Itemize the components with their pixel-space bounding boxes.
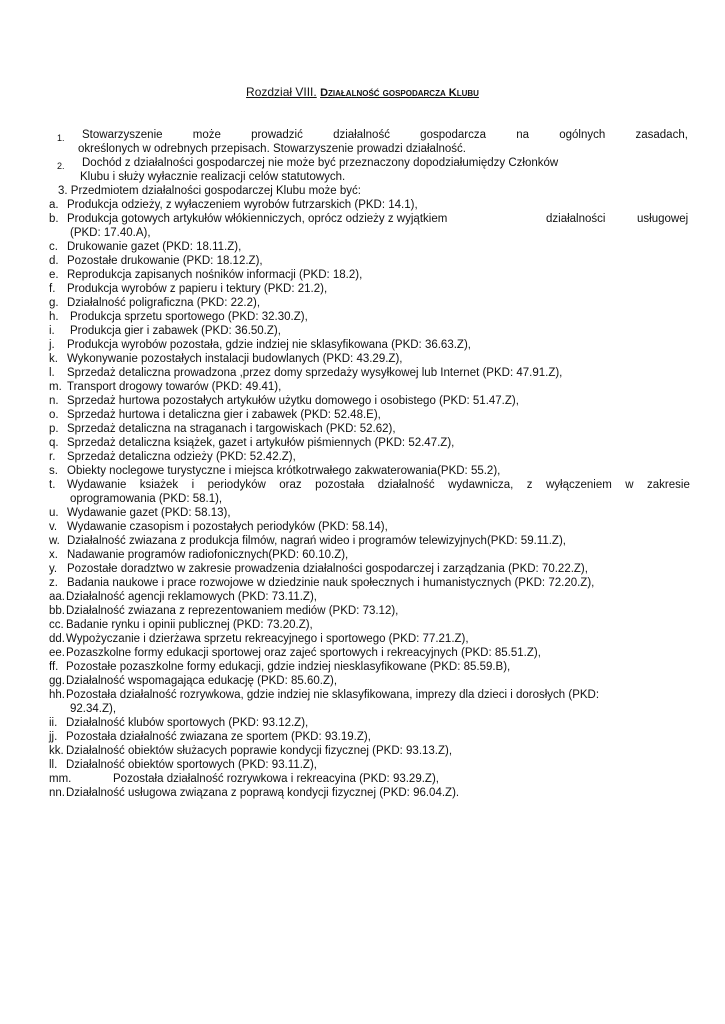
para3-intro: 3. Przedmiotem działalności gospodarczej Klubu może być: [58, 185, 361, 197]
list-item-word: z [526, 479, 533, 491]
list-item-text: Sprzedaż detaliczna na straganach i targowiskach (PKD: 52.62), [67, 423, 396, 435]
list-item-label: t. [49, 479, 56, 491]
list-item-tail: działalności [546, 213, 606, 225]
para1-word: gospodarcza [420, 129, 487, 141]
list-item-label: r. [49, 451, 56, 463]
list-item-label: i. [49, 325, 55, 337]
list-item-word: wydawnicza, [448, 479, 514, 491]
list-item-label: cc. [49, 619, 64, 631]
list-item-label: x. [49, 549, 58, 561]
list-item-text: Pozaszkolne formy edukacji sportowej oraz zajeć sportowych i rekreacyjnych (PKD: 85.51.Z), [66, 647, 541, 659]
para1-word: zasadach, [635, 129, 688, 141]
list-item-word: i [191, 479, 195, 491]
list-item-label: ff. [49, 661, 59, 673]
list-item-label: kk. [49, 745, 64, 757]
list-item-tail: usługowej [637, 213, 689, 225]
list-item-label: g. [49, 297, 59, 309]
list-item-word: oraz [279, 479, 302, 491]
list-item-label: ee. [49, 647, 65, 659]
list-item-text: Produkcja wyrobów pozostała, gdzie indziej nie sklasyfikowana (PKD: 36.63.Z), [67, 339, 471, 351]
para1-number: 1. [57, 133, 65, 143]
list-item-label: v. [49, 521, 58, 533]
list-item-continuation: oprogramowania (PKD: 58.1), [70, 493, 223, 505]
para1-word: działalność [333, 129, 390, 141]
list-item-label: hh. [49, 689, 65, 701]
list-item-text: Działalność klubów sportowych (PKD: 93.12.Z), [66, 717, 309, 729]
list-item-text: Drukowanie gazet (PKD: 18.11.Z), [67, 241, 242, 253]
list-item-label: p. [49, 423, 59, 435]
list-item-text: Obiekty noclegowe turystyczne i miejsca krótkotrwałego zakwaterowania(PKD: 55.2), [67, 465, 501, 477]
list-item-text: Produkcja gotowych artykułów włókienniczych, oprócz odzieży z wyjątkiem [67, 213, 448, 225]
list-item-label: y. [49, 563, 58, 575]
list-item-label: bb. [49, 605, 65, 617]
list-item-label: b. [49, 213, 59, 225]
list-item-text: Działalność usługowa związana z poprawą kondycji fizycznej (PKD: 96.04.Z). [66, 787, 460, 799]
list-item-label: z. [49, 577, 58, 589]
list-item-text: Produkcja sprzetu sportowego (PKD: 32.30.Z), [70, 311, 308, 323]
list-item-text: Działalność wspomagająca edukację (PKD: 85.60.Z), [66, 675, 338, 687]
para1-word: może [192, 129, 221, 141]
list-item-label: s. [49, 465, 58, 477]
list-item-continuation: 92.34.Z), [70, 703, 117, 715]
list-item-text: Transport drogowy towarów (PKD: 49.41), [67, 381, 282, 393]
para1-word: prowadzić [251, 129, 303, 141]
list-item-word: wyłączeniem [545, 479, 612, 491]
chapter-number: Rozdział VIII. [246, 85, 317, 99]
list-item-text: Działalność zwiazana z produkcja filmów, nagrań wideo i programów telewizyjnych(PKD: 59.11.Z), [67, 535, 566, 547]
list-item-text: Sprzedaż detaliczna książek, gazet i artykułów piśmiennych (PKD: 52.47.Z), [67, 437, 455, 449]
list-item-text: Pozostała działalność zwiazana ze sportem (PKD: 93.19.Z), [66, 731, 371, 743]
list-item-text: Produkcja wyrobów z papieru i tektury (PKD: 21.2), [67, 283, 328, 295]
list-item-label: h. [49, 311, 59, 323]
list-item-text: Działalność poligraficzna (PKD: 22.2), [67, 297, 261, 309]
list-item-text: Pozostała działalność rozrywkowa, gdzie indziej nie sklasyfikowana, imprezy dla dzieci i dorosłych (PKD: [66, 689, 600, 701]
list-item-label: ll. [49, 759, 58, 771]
list-item-continuation: (PKD: 17.40.A), [70, 227, 151, 239]
list-item-label: aa. [49, 591, 65, 603]
list-item-word: Wydawanie [67, 479, 127, 491]
list-item-text: Wypożyczanie i dzierżawa sprzetu rekreacyjnego i sportowego (PKD: 77.21.Z), [66, 633, 469, 645]
list-item-text: Wykonywanie pozostałych instalacji budowlanych (PKD: 43.29.Z), [67, 353, 403, 365]
para2-number: 2. [57, 161, 65, 171]
list-item-text: Produkcja gier i zabawek (PKD: 36.50.Z), [70, 325, 281, 337]
list-item-label: nn. [49, 787, 65, 799]
list-item-label: j. [49, 339, 55, 351]
list-item-text: Sprzedaż hurtowa i detaliczna gier i zabawek (PKD: 52.48.E), [67, 409, 381, 421]
list-item-text: Wydawanie czasopism i pozostałych periodyków (PKD: 58.14), [67, 521, 388, 533]
list-item-word: zakresie [647, 479, 690, 491]
para2-first-line: Dochód z działalności gospodarczej nie może być przeznaczony dopodziałumiędzy Członków [82, 157, 559, 169]
para1-word: Stowarzyszenie [82, 129, 163, 141]
list-item-text: Wydawanie gazet (PKD: 58.13), [67, 507, 231, 519]
list-item-text: Produkcja odzieży, z wyłaczeniem wyrobów futrzarskich (PKD: 14.1), [67, 199, 418, 211]
list-item-label: o. [49, 409, 59, 421]
list-item-text: Badanie rynku i opinii publicznej (PKD: 73.20.Z), [66, 619, 313, 631]
list-item-label: k. [49, 353, 58, 365]
list-item-word: pozostała [315, 479, 365, 491]
list-item-text [67, 479, 690, 492]
list-item-word: w [625, 479, 634, 491]
list-item-text: Nadawanie programów radiofonicznych(PKD: 60.10.Z), [67, 549, 349, 561]
list-item-label: c. [49, 241, 58, 253]
list-item-text: Sprzedaż hurtowa pozostałych artykułów użytku domowego i osobistego (PKD: 51.47.Z), [67, 395, 519, 407]
list-item-label: d. [49, 255, 59, 267]
chapter-heading: Działalność gospodarcza Klubu [320, 87, 479, 99]
list-item-label: gg. [49, 675, 65, 687]
list-item-label: u. [49, 507, 59, 519]
list-item-label: f. [49, 283, 56, 295]
list-item-word: ksiażek [139, 479, 179, 491]
list-item-label: w. [49, 535, 60, 547]
list-item-label: mm. [49, 773, 72, 785]
list-item-word: periodyków [207, 479, 266, 491]
list-item-text: Działalność obiektów sportowych (PKD: 93.11.Z), [66, 759, 317, 771]
para1-first-line [82, 129, 688, 142]
list-item-label: l. [49, 367, 55, 379]
list-item-text: Sprzedaż detaliczna prowadzona ,przez domy sprzedaży wysyłkowej lub Internet (PKD: 47.91.Z), [67, 367, 563, 379]
list-item-text: Reprodukcja zapisanych nośników informacji (PKD: 18.2), [67, 269, 363, 281]
chapter-title [0, 84, 725, 101]
para1-word: na [516, 129, 530, 141]
list-item-text: Działalność zwiazana z reprezentowaniem mediów (PKD: 73.12), [66, 605, 399, 617]
para2-continuation: Klubu i służy wyłacznie realizacji celów statutowych. [80, 171, 346, 183]
list-item-text: Pozostała działalność rozrywkowa i rekreacyina (PKD: 93.29.Z), [113, 773, 439, 785]
list-item-label: jj. [49, 731, 58, 743]
list-item-label: q. [49, 437, 59, 449]
list-item-text: Pozostałe drukowanie (PKD: 18.12.Z), [67, 255, 263, 267]
list-item-label: n. [49, 395, 59, 407]
list-item-label: a. [49, 199, 59, 211]
list-item-word: działalność [377, 479, 435, 491]
list-item-label: ii. [49, 717, 58, 729]
list-item-label: m. [49, 381, 62, 393]
para1-word: ogólnych [559, 129, 606, 141]
list-item-label: dd. [49, 633, 65, 645]
list-item-text: Pozostałe doradztwo w zakresie prowadzenia działalności gospodarczej i zarządzania (PKD: 70.22.Z), [67, 563, 588, 575]
para1-continuation: określonych w odrebnych przepisach. Stowarzyszenie prowadzi działalność. [78, 143, 466, 155]
list-item-text: Pozostałe pozaszkolne formy edukacji, gdzie indziej niesklasyfikowane (PKD: 85.59.B), [66, 661, 511, 673]
list-item-text: Działalność agencji reklamowych (PKD: 73.11.Z), [66, 591, 317, 603]
list-item-text: Sprzedaż detaliczna odzieży (PKD: 52.42.Z), [67, 451, 296, 463]
list-item-label: e. [49, 269, 59, 281]
list-item-text: Działalność obiektów służacych poprawie kondycji fizycznej (PKD: 93.13.Z), [66, 745, 453, 757]
list-item-text: Badania naukowe i prace rozwojowe w dziedzinie nauk społecznych i humanistycznych (PKD: 72.20.Z), [67, 577, 595, 589]
